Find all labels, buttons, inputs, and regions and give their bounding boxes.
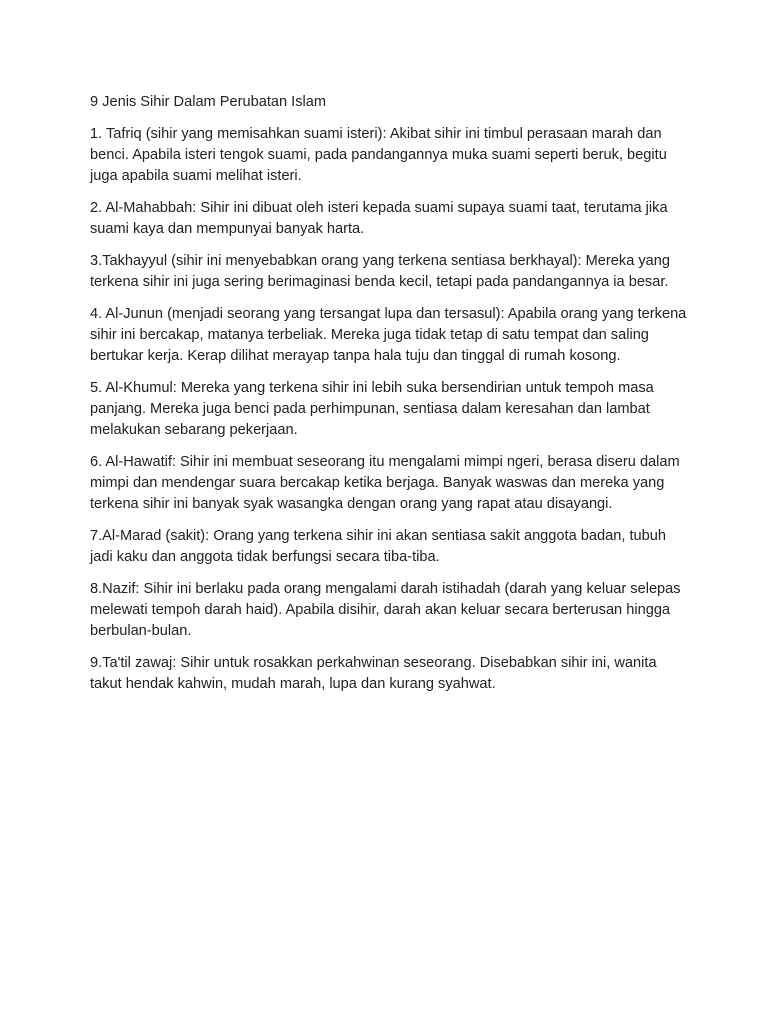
paragraph-tatil-zawaj: 9.Ta'til zawaj: Sihir untuk rosakkan perkahwinan seseorang. Disebabkan sihir ini, wanita takut hendak kahwin, mudah marah, lupa dan kurang syahwat. <box>90 655 657 692</box>
paragraph-al-khumul: 5. Al-Khumul: Mereka yang terkena sihir ini lebih suka bersendirian untuk tempoh masa panjang. Mereka juga benci pada perhimpunan, sentiasa dalam keresahan dan lambat melakukan sebarang pekerjaan. <box>90 380 654 438</box>
paragraph-al-junun: 4. Al-Junun (menjadi seorang yang tersangat lupa dan tersasul): Apabila orang yang terkena sihir ini bercakap, matanya terbeliak. Mereka juga tidak tetap di satu tempat dan saling bertukar kerja. Kerap dilihat merayap tanpa hala tuju dan tinggal di rumah kosong. <box>90 306 687 364</box>
document-body <box>90 92 690 706</box>
paragraph-al-hawatif: 6. Al-Hawatif: Sihir ini membuat seseorang itu mengalami mimpi ngeri, berasa diseru dalam mimpi dan mendengar suara bercakap ketika berjaga. Banyak waswas dan mereka yang terkena sihir ini banyak syak wasangka dengan orang yang rapat atau disayangi. <box>90 454 680 512</box>
document-title: 9 Jenis Sihir Dalam Perubatan Islam <box>90 94 327 110</box>
paragraph-al-marad: 7.Al-Marad (sakit): Orang yang terkena sihir ini akan sentiasa sakit anggota badan, tubuh jadi kaku dan anggota tidak berfungsi secara tiba-tiba. <box>90 528 666 565</box>
paragraph-takhayyul: 3.Takhayyul (sihir ini menyebabkan orang yang terkena sentiasa berkhayal): Mereka yang terkena sihir ini juga sering berimaginasi benda kecil, tetapi pada pandangannya ia besar. <box>90 253 671 290</box>
paragraph-tafriq: 1. Tafriq (sihir yang memisahkan suami isteri): Akibat sihir ini timbul perasaan marah dan benci. Apabila isteri tengok suami, pada pandangannya muka suami seperti beruk, begitu juga apabila suami melihat isteri. <box>90 126 667 184</box>
paragraph-al-mahabbah: 2. Al-Mahabbah: Sihir ini dibuat oleh isteri kepada suami supaya suami taat, terutama jika suami kaya dan mempunyai banyak harta. <box>90 200 668 237</box>
paragraph-nazif: 8.Nazif: Sihir ini berlaku pada orang mengalami darah istihadah (darah yang keluar selepas melewati tempoh darah haid). Apabila disihir, darah akan keluar secara berterusan hingga berbulan-bulan. <box>90 581 681 639</box>
